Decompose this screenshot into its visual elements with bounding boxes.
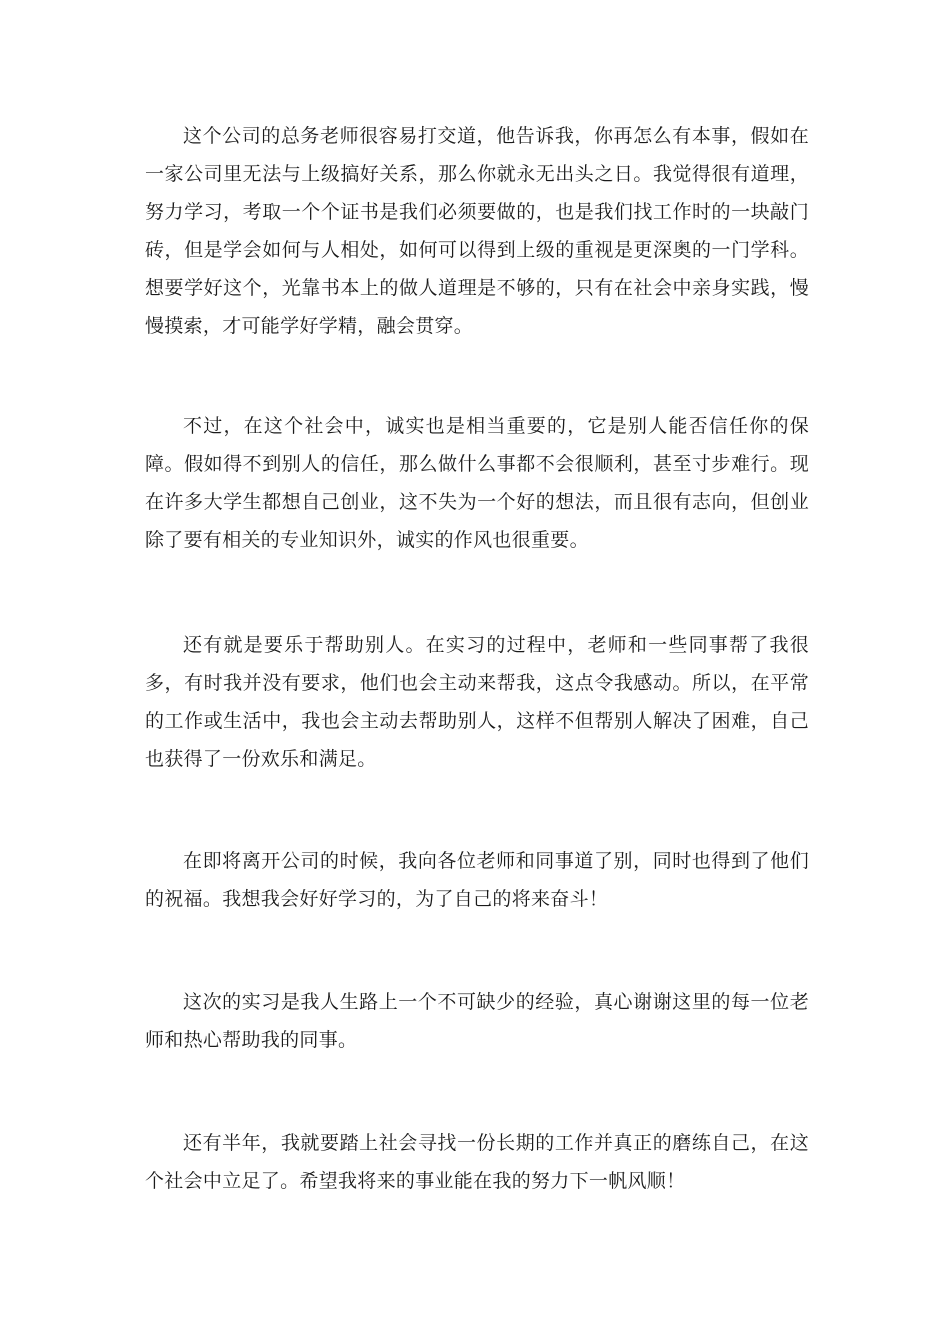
paragraph-3: 还有就是要乐于帮助别人。在实习的过程中，老师和一些同事帮了我很多，有时我并没有要求，他们也会主动来帮我，这点令我感动。所以，在平常的工作或生活中，我也会主动去帮助别人，这样不但帮别人解决了困难，自己也获得了一份欢乐和满足。 — [145, 634, 809, 770]
paragraph-2: 不过，在这个社会中，诚实也是相当重要的，它是别人能否信任你的保障。假如得不到别人的信任，那么做什么事都不会很顺利，甚至寸步难行。现在许多大学生都想自己创业，这不失为一个好的想法，而且很有志向，但创业除了要有相关的专业知识外，诚实的作风也很重要。 — [145, 415, 809, 551]
paragraph-5: 这次的实习是我人生路上一个不可缺少的经验，真心谢谢这里的每一位老师和热心帮助我的同事。 — [145, 991, 809, 1051]
paragraph-6: 还有半年，我就要踏上社会寻找一份长期的工作并真正的磨练自己，在这个社会中立足了。希望我将来的事业能在我的努力下一帆风顺！ — [145, 1132, 809, 1192]
paragraph-1: 这个公司的总务老师很容易打交道，他告诉我，你再怎么有本事，假如在一家公司里无法与上级搞好关系，那么你就永无出头之日。我觉得很有道理，努力学习，考取一个个证书是我们必须要做的，也是我们找工作时的一块敲门砖，但是学会如何与人相处，如何可以得到上级的重视是更深奥的一门学科。想要学好这个，光靠书本上的做人道理是不够的，只有在社会中亲身实践，慢慢摸索，才可能学好学精，融会贯穿。 — [145, 125, 809, 337]
paragraph-4: 在即将离开公司的时候，我向各位老师和同事道了别，同时也得到了他们的祝福。我想我会好好学习的，为了自己的将来奋斗！ — [145, 850, 809, 910]
